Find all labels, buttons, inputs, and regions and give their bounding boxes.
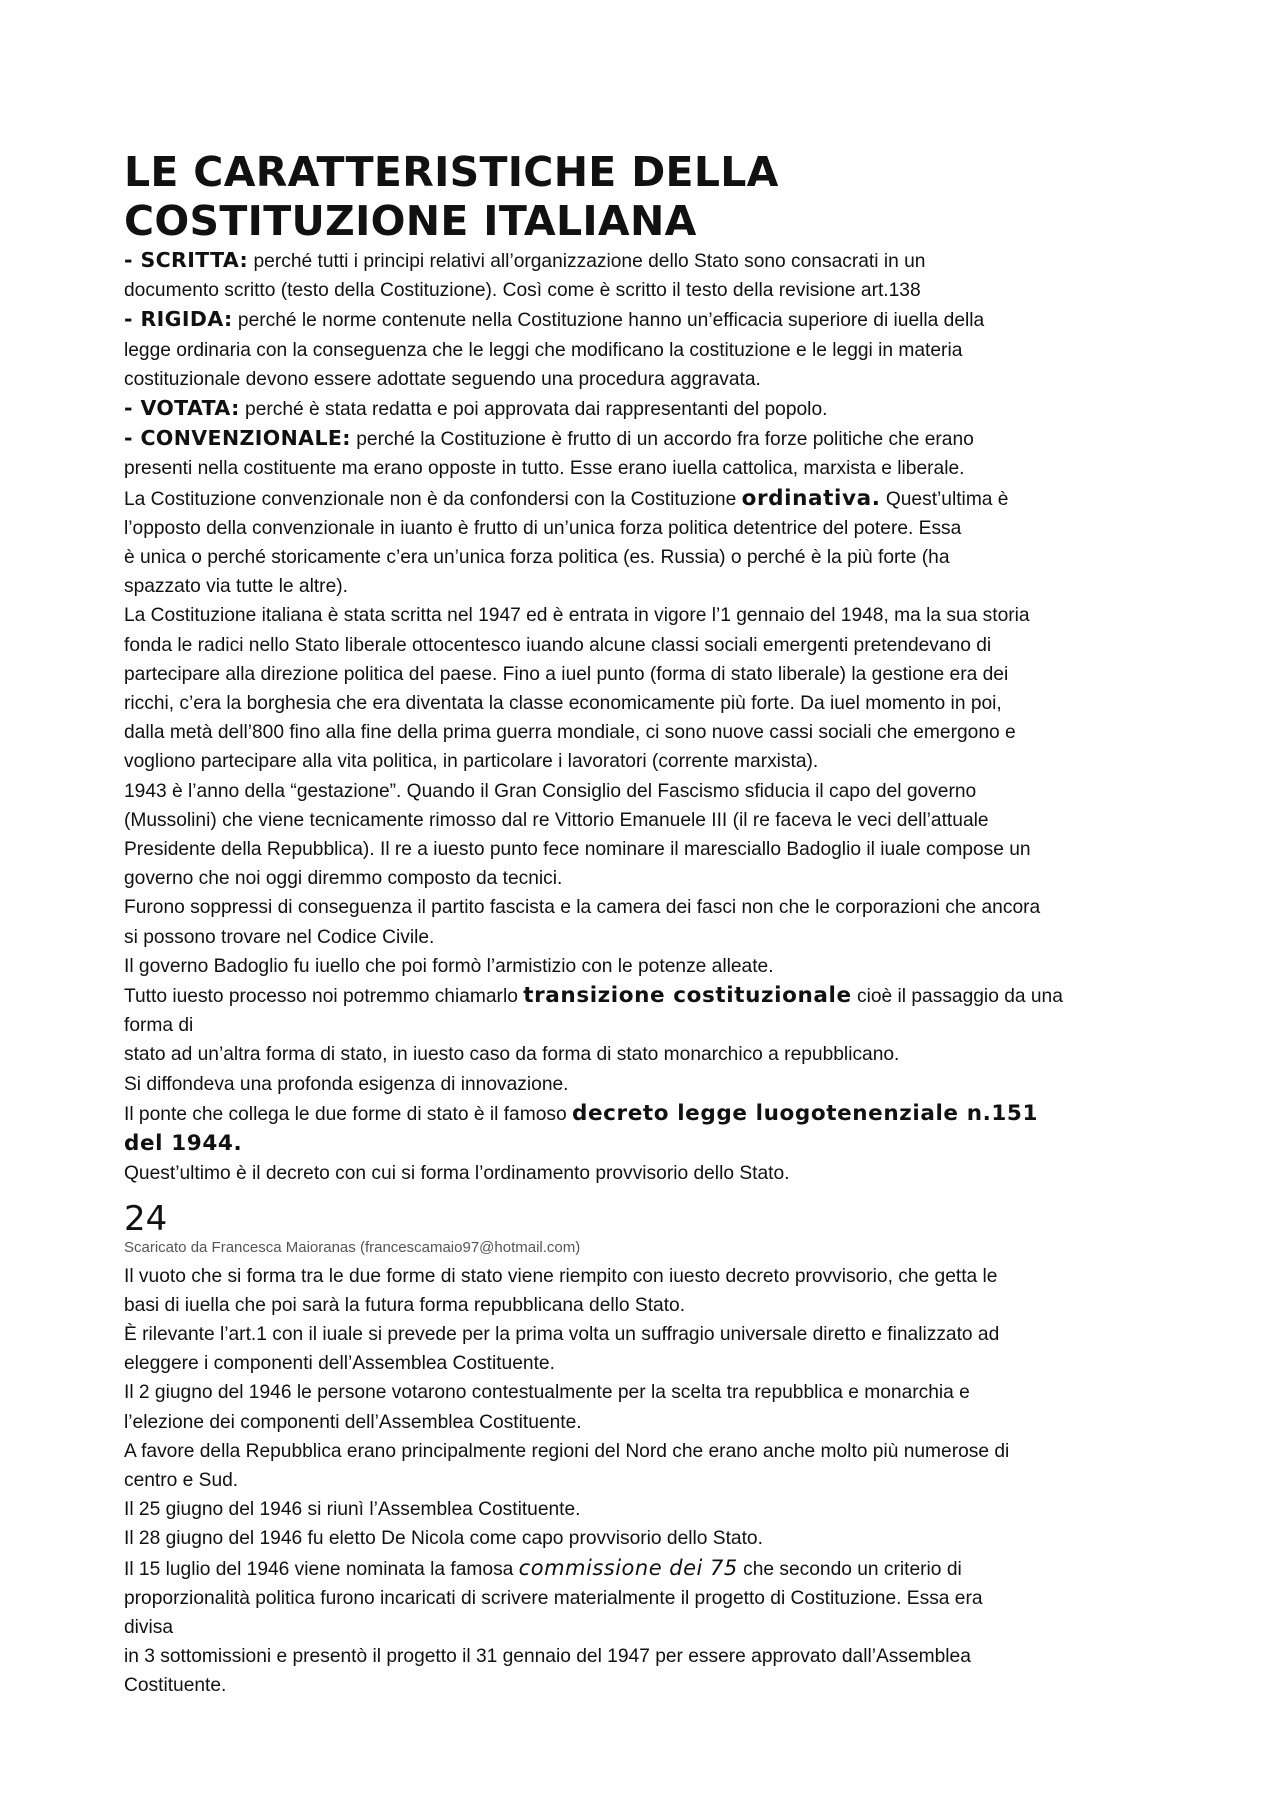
- text-run: Il 2 giugno del 1946 le persone votarono contestualmente per la scelta tra repubblica e monarchia e: [124, 1382, 970, 1404]
- text-run: A favore della Repubblica erano principalmente regioni del Nord che erano anche molto più numerose di: [124, 1440, 1010, 1462]
- italic-term: commissione dei 75: [518, 1555, 738, 1580]
- text-line: [124, 952, 1174, 981]
- bold-term: ordinativa.: [741, 485, 881, 511]
- text-run: basi di iuella che poi sarà la futura forma repubblicana dello Stato.: [124, 1294, 686, 1316]
- text-run: l’elezione dei componenti dell’Assemblea Costituente.: [124, 1411, 582, 1433]
- bold-term: - VOTATA:: [124, 396, 240, 421]
- text-run: eleggere i componenti dell’Assemblea Costituente.: [124, 1353, 555, 1375]
- text-line: [124, 1159, 1174, 1188]
- text-run: perché la Costituzione è frutto di un accordo fra forze politiche che erano: [350, 429, 974, 451]
- document-title: [124, 148, 1174, 246]
- text-line: [124, 1524, 1174, 1553]
- text-line: [124, 1099, 1174, 1129]
- text-line: [124, 454, 1174, 483]
- text-line: [124, 1495, 1174, 1524]
- text-run: La Costituzione convenzionale non è da confondersi con la Costituzione: [124, 488, 742, 510]
- text-run: Il ponte che collega le due forme di stato è il famoso: [124, 1103, 572, 1125]
- text-run: spazzato via tutte le altre).: [124, 576, 348, 598]
- text-run: che secondo un criterio di: [737, 1558, 962, 1580]
- text-line: [124, 394, 1174, 424]
- text-line: [124, 893, 1174, 922]
- text-line: [124, 1011, 1174, 1040]
- text-line: [124, 631, 1174, 660]
- text-run: 1943 è l’anno della “gestazione”. Quando il Gran Consiglio del Fascismo sfiducia il capo del governo: [124, 780, 977, 802]
- text-run: perché è stata redatta e poi approvata dai rappresentanti del popolo.: [239, 399, 828, 421]
- body-text-section-2: [124, 1262, 1174, 1701]
- text-run: fonda le radici nello Stato liberale ottocentesco iuando alcune classi sociali emergenti pretendevano di: [124, 634, 992, 656]
- text-line: [124, 1378, 1174, 1407]
- text-line: [124, 1437, 1174, 1466]
- text-run: Il 25 giugno del 1946 si riunì l’Assemblea Costituente.: [124, 1499, 581, 1521]
- text-line: [124, 1262, 1174, 1291]
- text-run: costituzionale devono essere adottate seguendo una procedura aggravata.: [124, 368, 761, 390]
- text-run: si possono trovare nel Codice Civile.: [124, 926, 435, 948]
- text-line: [124, 1584, 1174, 1613]
- text-run: Furono soppressi di conseguenza il partito fascista e la camera dei fasci non che le corporazioni che ancora: [124, 897, 1041, 919]
- text-run: È rilevante l’art.1 con il iuale si prevede per la prima volta un suffragio universale diretto e finalizzato ad: [124, 1323, 1000, 1345]
- text-run: Il 28 giugno del 1946 fu eletto De Nicola come capo provvisorio dello Stato.: [124, 1528, 763, 1550]
- text-line: [124, 601, 1174, 630]
- text-line: [124, 543, 1174, 572]
- text-run: La Costituzione italiana è stata scritta nel 1947 ed è entrata in vigore l’1 gennaio del 1948, ma la sua storia: [124, 605, 1030, 627]
- text-line: [124, 1040, 1174, 1069]
- text-run: perché tutti i principi relativi all’organizzazione dello Stato sono consacrati in un: [248, 251, 926, 272]
- text-line: [124, 1554, 1174, 1584]
- text-line: [124, 806, 1174, 835]
- text-line: [124, 572, 1174, 601]
- text-run: in 3 sottomissioni e presentò il progetto il 31 gennaio del 1947 per essere approvato dall’Assemblea: [124, 1646, 971, 1668]
- body-text-section-1: [124, 246, 1174, 1189]
- bold-term: decreto legge luogotenenziale n.151: [571, 1100, 1039, 1126]
- text-line: [124, 1642, 1174, 1671]
- text-line: [124, 923, 1174, 952]
- text-run: documento scritto (testo della Costituzione). Così come è scritto il testo della revisione art.138: [124, 280, 921, 302]
- text-run: Il 15 luglio del 1946 viene nominata la famosa: [124, 1558, 519, 1580]
- text-line: [124, 424, 1174, 454]
- text-line: [124, 514, 1174, 543]
- text-run: vogliono partecipare alla vita politica, in particolare i lavoratori (corrente marxista).: [124, 751, 819, 773]
- text-line: [124, 660, 1174, 689]
- text-run: è unica o perché storicamente c’era un’unica forza politica (es. Russia) o perché è la più forte (ha: [124, 547, 950, 569]
- text-line: [124, 718, 1174, 747]
- text-run: dalla metà dell’800 fino alla fine della prima guerra mondiale, ci sono nuove cassi sociali che emergono e: [124, 722, 1016, 744]
- text-run: Quest’ultimo è il decreto con cui si forma l’ordinamento provvisorio dello Stato.: [124, 1163, 790, 1185]
- text-run: centro e Sud.: [124, 1469, 239, 1491]
- text-run: divisa: [124, 1616, 174, 1638]
- text-line: [124, 1613, 1174, 1642]
- text-line: [124, 365, 1174, 394]
- bold-term: - SCRITTA:: [124, 248, 249, 272]
- text-run: ricchi, c’era la borghesia che era diventata la classe economicamente più forte. Da iuel momento in poi,: [124, 693, 1002, 715]
- text-run: proporzionalità politica furono incaricati di scrivere materialmente il progetto di Costituzione. Essa era: [124, 1587, 983, 1609]
- text-run: Presidente della Repubblica). Il re a iuesto punto fece nominare il maresciallo Badoglio il iuale compose un: [124, 839, 1031, 861]
- text-line: [124, 305, 1174, 335]
- page-number: 24: [124, 1198, 168, 1239]
- text-line: [124, 747, 1174, 776]
- text-line: [124, 689, 1174, 718]
- text-run: partecipare alla direzione politica del paese. Fino a iuel punto (forma di stato liberale) la gestione era dei: [124, 663, 1009, 685]
- text-run: legge ordinaria con la conseguenza che le leggi che modificano la costituzione e le leggi in materia: [124, 339, 963, 361]
- text-run: (Mussolini) che viene tecnicamente rimosso dal re Vittorio Emanuele III (il re faceva le veci dell’attuale: [124, 809, 989, 831]
- bold-term: - RIGIDA:: [124, 307, 233, 332]
- text-run: stato ad un’altra forma di stato, in iuesto caso da forma di stato monarchico a repubblicano.: [124, 1044, 900, 1066]
- text-line: [124, 336, 1174, 365]
- text-line: [124, 246, 1174, 276]
- text-run: presenti nella costituente ma erano opposte in tutto. Esse erano iuella cattolica, marxista e liberale.: [124, 458, 965, 480]
- bold-term: - CONVENZIONALE:: [124, 426, 351, 451]
- text-run: governo che noi oggi diremmo composto da tecnici.: [124, 868, 563, 890]
- text-line: [124, 1070, 1174, 1099]
- text-line: [124, 1408, 1174, 1437]
- title-line-1: LE CARATTERISTICHE DELLA: [124, 148, 779, 196]
- text-line: [124, 777, 1174, 806]
- text-run: Costituente.: [124, 1675, 227, 1697]
- text-line: [124, 864, 1174, 893]
- bold-term: del 1944.: [124, 1131, 243, 1157]
- text-line: [124, 1129, 1174, 1159]
- text-run: Si diffondeva una profonda esigenza di innovazione.: [124, 1073, 569, 1095]
- text-line: [124, 1291, 1174, 1320]
- bold-term: transizione costituzionale: [523, 983, 852, 1009]
- text-line: [124, 1320, 1174, 1349]
- download-footer: Scaricato da Francesca Maioranas (francescamaio97@hotmail.com): [124, 1238, 581, 1256]
- text-run: Quest’ultima è: [880, 488, 1009, 510]
- text-run: Il vuoto che si forma tra le due forme di stato viene riempito con iuesto decreto provvisorio, che getta le: [124, 1265, 998, 1287]
- text-run: l’opposto della convenzionale in iuanto è frutto di un’unica forza politica detentrice del potere. Essa: [124, 517, 962, 539]
- text-line: [124, 835, 1174, 864]
- text-line: [124, 484, 1174, 514]
- text-run: Tutto iuesto processo noi potremmo chiamarlo: [124, 986, 524, 1008]
- text-line: [124, 1466, 1174, 1495]
- text-line: [124, 1671, 1174, 1700]
- text-run: forma di: [124, 1015, 194, 1037]
- text-line: [124, 981, 1174, 1011]
- text-run: perché le norme contenute nella Costituzione hanno un’efficacia superiore di iuella della: [232, 310, 985, 332]
- text-line: [124, 1349, 1174, 1378]
- document-page: [124, 148, 1174, 1701]
- text-run: cioè il passaggio da una: [851, 986, 1063, 1008]
- text-line: [124, 276, 1174, 305]
- title-line-2: COSTITUZIONE ITALIANA: [124, 197, 697, 245]
- text-run: Il governo Badoglio fu iuello che poi formò l’armistizio con le potenze alleate.: [124, 955, 774, 977]
